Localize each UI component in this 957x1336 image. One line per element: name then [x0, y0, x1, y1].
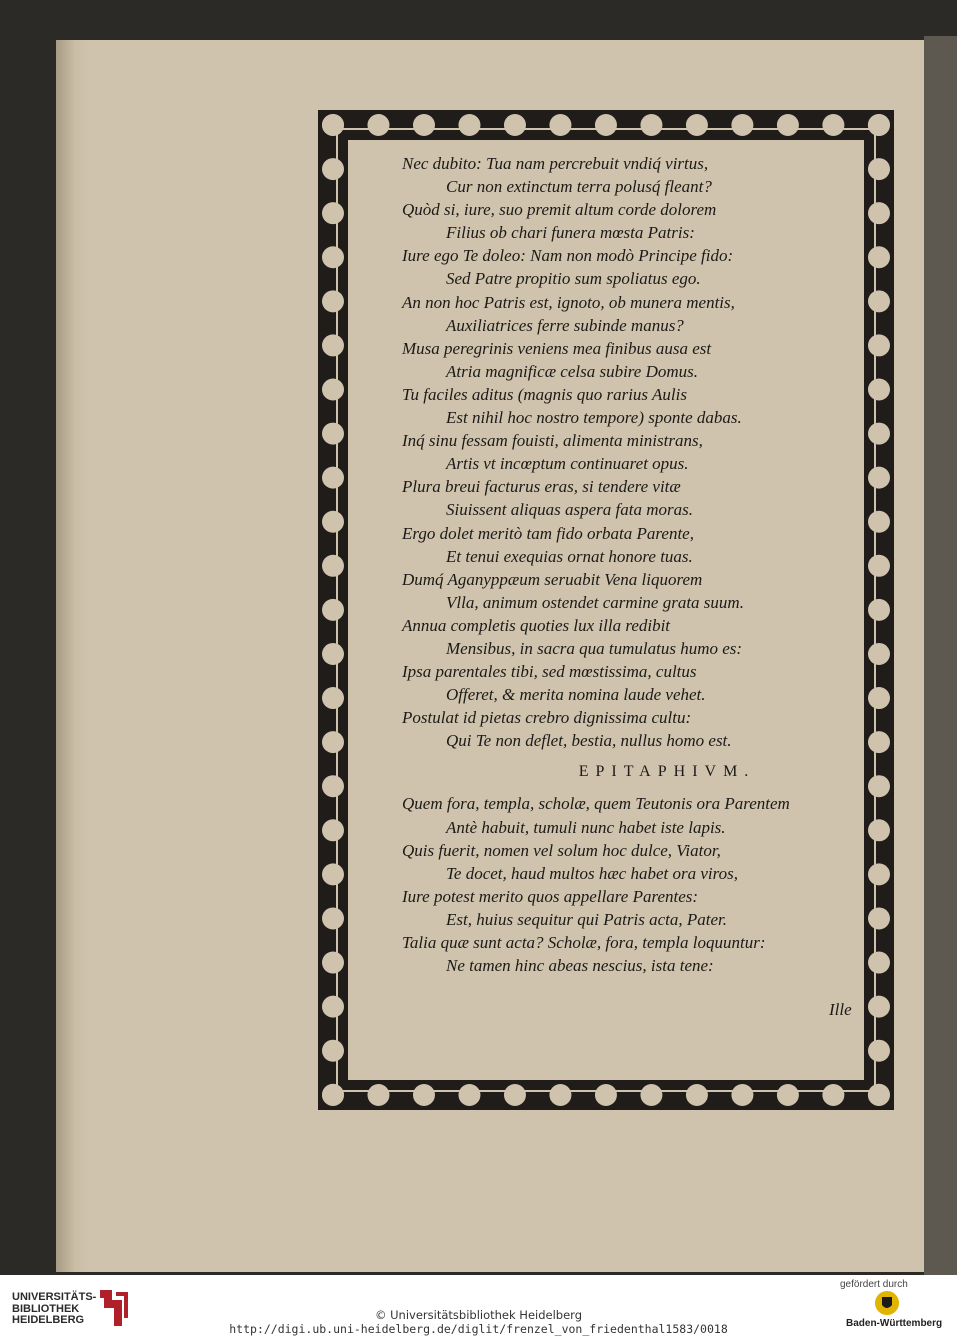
- verse-line: Inq́ sinu fessam fouisti, alimenta ministrans,: [402, 431, 703, 451]
- verse-line: Nec dubito: Tua nam percrebuit vndiq́ virtus,: [402, 154, 709, 173]
- funded-by-label: gefördert durch: [840, 1279, 908, 1290]
- facing-page-edge: [924, 36, 957, 1276]
- library-name-line2: BIBLIOTHEK: [12, 1302, 80, 1315]
- verse-line: Artis vt incœptum continuaret opus.: [446, 454, 689, 474]
- verse-line: Quem fora, templa, scholæ, quem Teutonis ora Parentem: [402, 794, 790, 814]
- poem-text: [402, 152, 872, 977]
- verse-line: Dumq́ Aganyppæum seruabit Vena liquorem: [402, 569, 703, 589]
- verse-line: Antè habuit, tumuli nunc habet iste lapis.: [446, 817, 726, 837]
- verse-line: Quis fuerit, nomen vel solum hoc dulce, Viator,: [402, 840, 721, 860]
- library-name-line3: HEIDELBERG: [12, 1314, 85, 1326]
- copyright-text: © Universitätsbibliothek Heidelberg: [374, 1308, 582, 1322]
- verse-line: Filius ob chari funera mœsta Patris:: [446, 223, 695, 243]
- verse-line: Plura breui facturus eras, si tendere vitæ: [402, 477, 681, 497]
- verse-line: Annua completis quoties lux illa redibit: [402, 615, 671, 635]
- page-edge: [56, 40, 88, 1272]
- verse-line: Offeret, & merita nomina laude vehet.: [446, 685, 706, 705]
- verse-line: Siuissent aliquas aspera fata moras.: [446, 500, 693, 520]
- funder-name: Baden-Württemberg: [846, 1318, 943, 1329]
- verse-line: Postulat id pietas crebro dignissima cultu:: [402, 708, 692, 728]
- coat-of-arms-icon: [874, 1290, 900, 1316]
- verse-line: Tu faciles aditus (magnis quo rarius Aulis: [402, 384, 687, 404]
- epitaph-heading: EPITAPHIVM.: [578, 763, 756, 781]
- verse-line: Te docet, haud multos hæc habet ora viros,: [446, 863, 738, 883]
- source-url[interactable]: http://digi.ub.uni-heidelberg.de/diglit/frenzel_von_friedenthal1583/0018: [229, 1322, 728, 1336]
- verse-line: Vlla, animum ostendet carmine grata suum.: [446, 592, 744, 612]
- verse-line: Cur non extinctum terra polusq́ fleant?: [446, 177, 712, 197]
- verse-line: Ergo dolet meritò tam fido orbata Parente,: [402, 523, 694, 543]
- verse-line: Atria magnificæ celsa subire Domus.: [446, 361, 698, 381]
- verse-line: Qui Te non deflet, bestia, nullus homo est.: [446, 731, 732, 751]
- verse-line: Auxiliatrices ferre subinde manus?: [446, 315, 684, 335]
- verse-line: Quòd si, iure, suo premit altum corde dolorem: [402, 200, 717, 220]
- verse-line: Sed Patre propitio sum spoliatus ego.: [446, 269, 701, 289]
- verse-line: An non hoc Patris est, ignoto, ob munera mentis,: [402, 292, 735, 312]
- verse-line: Iure potest merito quos appellare Parentes:: [402, 886, 699, 906]
- verse-line: Est, huius sequitur qui Patris acta, Pater.: [446, 909, 727, 929]
- catchword: Ille: [829, 1000, 852, 1019]
- library-name-line1: UNIVERSITÄTS-: [12, 1291, 97, 1303]
- verse-line: Est nihil hoc nostro tempore) sponte dabas.: [446, 408, 742, 428]
- verse-line: Talia quæ sunt acta? Scholæ, fora, templa loquuntur:: [402, 933, 766, 952]
- verse-line: Iure ego Te doleo: Nam non modò Principe fido:: [402, 246, 734, 266]
- verse-line: Et tenui exequias ornat honore tuas.: [446, 546, 693, 566]
- verse-line: Ipsa parentales tibi, sed mœstissima, cultus: [402, 662, 697, 682]
- verse-line: Mensibus, in sacra qua tumulatus humo es:: [446, 638, 743, 658]
- verse-line: Musa peregrinis veniens mea finibus ausa est: [402, 338, 712, 358]
- verse-line: Ne tamen hinc abeas nescius, ista tene:: [446, 956, 714, 976]
